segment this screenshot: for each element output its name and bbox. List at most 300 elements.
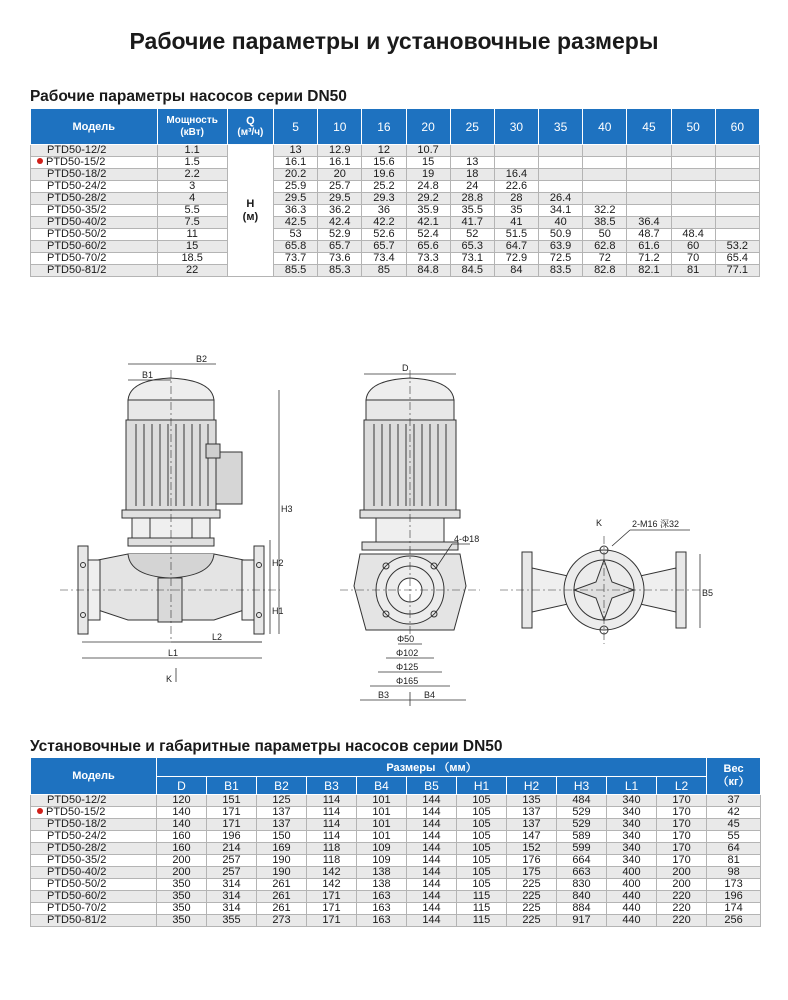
head-value-cell: 70: [671, 253, 715, 265]
dimension-value-cell: 101: [357, 831, 407, 843]
table-row: [31, 807, 761, 819]
dimension-value-cell: 163: [357, 891, 407, 903]
head-value-cell: 16.4: [494, 169, 538, 181]
model-cell: [31, 145, 158, 157]
header-dimension: B3: [307, 777, 357, 795]
dimension-value-cell: 115: [457, 891, 507, 903]
head-value-cell: 73.3: [406, 253, 450, 265]
model-name: PTD50-18/2: [47, 168, 107, 180]
dimension-value-cell: 151: [207, 795, 257, 807]
model-cell: [31, 843, 157, 855]
dimension-value-cell: 220: [657, 915, 707, 927]
dimension-value-cell: 340: [607, 855, 657, 867]
header-dimension: B2: [257, 777, 307, 795]
model-name: PTD50-40/2: [47, 866, 107, 878]
model-cell: [31, 181, 158, 193]
table-row: [31, 903, 761, 915]
dimension-value-cell: 137: [257, 819, 307, 831]
selected-marker: [37, 158, 43, 164]
head-value-cell: 22.6: [494, 181, 538, 193]
dimension-value-cell: 350: [157, 903, 207, 915]
table-row: [31, 169, 760, 181]
header-flow-value: 45: [627, 109, 671, 145]
dimension-value-cell: 114: [307, 807, 357, 819]
header-dimension: B5: [407, 777, 457, 795]
head-value-cell: [539, 145, 583, 157]
dimension-value-cell: 225: [507, 891, 557, 903]
head-value-cell: [627, 205, 671, 217]
head-value-cell: 73.6: [318, 253, 362, 265]
model-name: PTD50-50/2: [47, 878, 107, 890]
head-value-cell: 62.8: [583, 241, 627, 253]
head-value-cell: 84.8: [406, 265, 450, 277]
dimension-value-cell: 917: [557, 915, 607, 927]
dimension-value-cell: 45: [707, 819, 761, 831]
dimensions-table-body: [31, 795, 761, 927]
table-row: [31, 831, 761, 843]
dimension-value-cell: 440: [607, 915, 657, 927]
table-row: [31, 265, 760, 277]
dimension-value-cell: 171: [307, 915, 357, 927]
dimension-value-cell: 105: [457, 867, 507, 879]
dimension-value-cell: 884: [557, 903, 607, 915]
dimension-value-cell: 101: [357, 819, 407, 831]
dimension-value-cell: 220: [657, 903, 707, 915]
label-k-front: K: [166, 674, 173, 684]
head-value-cell: [715, 193, 759, 205]
table-row: [31, 855, 761, 867]
head-value-cell: 84: [494, 265, 538, 277]
head-value-cell: 34.1: [539, 205, 583, 217]
header-dimension: B4: [357, 777, 407, 795]
power-cell: 1.1: [157, 145, 227, 157]
head-value-cell: [583, 157, 627, 169]
model-cell: [31, 879, 157, 891]
head-value-cell: [671, 181, 715, 193]
dimension-value-cell: 144: [407, 795, 457, 807]
dimension-value-cell: 171: [207, 819, 257, 831]
power-cell: 4: [157, 193, 227, 205]
head-value-cell: 83.5: [539, 265, 583, 277]
head-value-cell: 53.2: [715, 241, 759, 253]
power-cell: 5.5: [157, 205, 227, 217]
dimension-value-cell: 105: [457, 807, 507, 819]
head-value-cell: 25.9: [273, 181, 317, 193]
model-cell: [31, 807, 157, 819]
dimension-value-cell: 105: [457, 843, 507, 855]
head-label-cell: [227, 145, 273, 277]
dimension-value-cell: 400: [607, 879, 657, 891]
model-cell: [31, 169, 158, 181]
head-value-cell: 48.7: [627, 229, 671, 241]
model-name: PTD50-18/2: [47, 818, 107, 830]
head-value-cell: [627, 157, 671, 169]
head-value-cell: 65.4: [715, 253, 759, 265]
head-value-cell: 53: [273, 229, 317, 241]
dimension-value-cell: 171: [307, 903, 357, 915]
label-h2: H2: [272, 558, 284, 568]
head-value-cell: 24.8: [406, 181, 450, 193]
head-value-cell: 42.2: [362, 217, 406, 229]
dimension-value-cell: 663: [557, 867, 607, 879]
dimension-value-cell: 171: [207, 807, 257, 819]
dimension-value-cell: 225: [507, 879, 557, 891]
dimension-value-cell: 340: [607, 831, 657, 843]
head-value-cell: 15: [406, 157, 450, 169]
dimension-value-cell: 64: [707, 843, 761, 855]
table-row: [31, 891, 761, 903]
head-value-cell: [583, 181, 627, 193]
dimension-value-cell: 144: [407, 891, 457, 903]
dimension-value-cell: 256: [707, 915, 761, 927]
model-cell: [31, 265, 158, 277]
head-value-cell: 29.5: [273, 193, 317, 205]
label-dia-102: Φ102: [396, 648, 419, 658]
dimension-value-cell: 144: [407, 819, 457, 831]
head-value-cell: 85.3: [318, 265, 362, 277]
model-name: PTD50-35/2: [47, 204, 107, 216]
dimension-value-cell: 440: [607, 891, 657, 903]
dimension-value-cell: 42: [707, 807, 761, 819]
dimension-value-cell: 142: [307, 879, 357, 891]
dimension-value-cell: 350: [157, 891, 207, 903]
dimension-value-cell: 173: [707, 879, 761, 891]
dimension-value-cell: 109: [357, 843, 407, 855]
dimension-value-cell: 101: [357, 807, 407, 819]
header-flow-value: 10: [318, 109, 362, 145]
head-value-cell: [715, 169, 759, 181]
head-value-cell: [671, 193, 715, 205]
dimension-value-cell: 138: [357, 867, 407, 879]
dimension-value-cell: 170: [657, 855, 707, 867]
header-power-unit: (кВт): [180, 126, 204, 138]
model-cell: [31, 157, 158, 169]
dimension-value-cell: 98: [707, 867, 761, 879]
head-value-cell: 82.8: [583, 265, 627, 277]
header-flow-value: 60: [715, 109, 759, 145]
front-view-drawing: [60, 364, 280, 682]
model-name: PTD50-60/2: [47, 240, 107, 252]
head-value-cell: 51.5: [494, 229, 538, 241]
dimension-value-cell: 118: [307, 855, 357, 867]
head-value-cell: 15.6: [362, 157, 406, 169]
dimension-value-cell: 314: [207, 903, 257, 915]
table-row: [31, 253, 760, 265]
dimension-value-cell: 115: [457, 903, 507, 915]
dimension-value-cell: 147: [507, 831, 557, 843]
model-name: PTD50-50/2: [47, 228, 107, 240]
head-value-cell: 12: [362, 145, 406, 157]
dimension-value-cell: 101: [357, 795, 407, 807]
dimension-value-cell: 529: [557, 819, 607, 831]
dimension-value-cell: 529: [557, 807, 607, 819]
dimension-value-cell: 225: [507, 903, 557, 915]
dimension-value-cell: 340: [607, 795, 657, 807]
dimension-value-cell: 196: [207, 831, 257, 843]
table-row: [31, 217, 760, 229]
dimension-value-cell: 200: [657, 867, 707, 879]
dimension-value-cell: 163: [357, 903, 407, 915]
head-value-cell: [627, 193, 671, 205]
head-value-cell: 72.9: [494, 253, 538, 265]
dimension-value-cell: 137: [507, 819, 557, 831]
dimension-value-cell: 840: [557, 891, 607, 903]
table-row: [31, 867, 761, 879]
head-unit: (м): [242, 210, 259, 223]
label-h1: H1: [272, 606, 284, 616]
head-value-cell: 60: [671, 241, 715, 253]
model-cell: [31, 903, 157, 915]
head-value-cell: 81: [671, 265, 715, 277]
dimension-value-cell: 140: [157, 807, 207, 819]
dimension-value-cell: 257: [207, 855, 257, 867]
dimension-value-cell: 174: [707, 903, 761, 915]
dimension-value-cell: 105: [457, 819, 507, 831]
model-name: PTD50-24/2: [47, 180, 107, 192]
head-value-cell: 13: [273, 145, 317, 157]
label-b2: B2: [196, 354, 208, 364]
dimension-value-cell: 170: [657, 819, 707, 831]
head-value-cell: 52.4: [406, 229, 450, 241]
head-value-cell: 65.8: [273, 241, 317, 253]
dimension-value-cell: 355: [207, 915, 257, 927]
head-value-cell: 71.2: [627, 253, 671, 265]
header-power: [157, 109, 227, 145]
dimension-value-cell: 144: [407, 867, 457, 879]
header-flow-value: 30: [494, 109, 538, 145]
dimension-value-cell: 118: [307, 843, 357, 855]
dimensions-table: [30, 757, 761, 927]
head-value-cell: [671, 205, 715, 217]
dimension-value-cell: 170: [657, 795, 707, 807]
power-cell: 11: [157, 229, 227, 241]
head-value-cell: 28: [494, 193, 538, 205]
head-value-cell: [715, 181, 759, 193]
dimension-value-cell: 440: [607, 903, 657, 915]
dimension-value-cell: 261: [257, 879, 307, 891]
head-label: H: [246, 197, 255, 210]
model-name: PTD50-60/2: [47, 890, 107, 902]
table-row: [31, 795, 761, 807]
head-value-cell: 20.2: [273, 169, 317, 181]
model-cell: [31, 253, 158, 265]
dimension-value-cell: 830: [557, 879, 607, 891]
head-value-cell: 73.4: [362, 253, 406, 265]
model-name: PTD50-15/2: [46, 806, 106, 818]
power-cell: 1.5: [157, 157, 227, 169]
header-dimension: H3: [557, 777, 607, 795]
dimension-value-cell: 257: [207, 867, 257, 879]
head-value-cell: [671, 217, 715, 229]
head-value-cell: 65.3: [450, 241, 494, 253]
dimension-value-cell: 144: [407, 903, 457, 915]
head-value-cell: 73.1: [450, 253, 494, 265]
model-name: PTD50-28/2: [47, 192, 107, 204]
dimension-value-cell: 169: [257, 843, 307, 855]
head-value-cell: 52.9: [318, 229, 362, 241]
power-cell: 3: [157, 181, 227, 193]
dimension-value-cell: 152: [507, 843, 557, 855]
dimension-value-cell: 599: [557, 843, 607, 855]
label-b4: B4: [424, 690, 436, 700]
dimension-value-cell: 105: [457, 831, 507, 843]
head-value-cell: 38.5: [583, 217, 627, 229]
head-value-cell: 48.4: [671, 229, 715, 241]
label-dia-165: Φ165: [396, 676, 419, 686]
dimension-value-cell: 55: [707, 831, 761, 843]
header-flow-value: 50: [671, 109, 715, 145]
dimension-value-cell: 114: [307, 819, 357, 831]
header-dimension: H1: [457, 777, 507, 795]
dimension-value-cell: 170: [657, 831, 707, 843]
head-value-cell: 35: [494, 205, 538, 217]
dimension-value-cell: 214: [207, 843, 257, 855]
model-cell: [31, 915, 157, 927]
head-value-cell: 42.5: [273, 217, 317, 229]
dimension-value-cell: 190: [257, 867, 307, 879]
dimension-value-cell: 115: [457, 915, 507, 927]
table-row: [31, 229, 760, 241]
head-value-cell: [494, 145, 538, 157]
model-name: PTD50-12/2: [47, 144, 107, 156]
dimension-value-cell: 175: [507, 867, 557, 879]
table-row: [31, 157, 760, 169]
head-value-cell: 73.7: [273, 253, 317, 265]
head-value-cell: [583, 145, 627, 157]
performance-table: [30, 108, 760, 277]
head-value-cell: 25.7: [318, 181, 362, 193]
head-value-cell: [715, 157, 759, 169]
head-value-cell: 25.2: [362, 181, 406, 193]
model-cell: [31, 831, 157, 843]
head-value-cell: 50.9: [539, 229, 583, 241]
head-value-cell: [671, 157, 715, 169]
head-value-cell: 36: [362, 205, 406, 217]
dimension-value-cell: 135: [507, 795, 557, 807]
head-value-cell: 28.8: [450, 193, 494, 205]
selected-marker: [37, 808, 43, 814]
head-value-cell: 29.2: [406, 193, 450, 205]
model-cell: [31, 193, 158, 205]
model-name: PTD50-28/2: [47, 842, 107, 854]
model-name: PTD50-35/2: [47, 854, 107, 866]
dimension-value-cell: 170: [657, 807, 707, 819]
head-value-cell: 85: [362, 265, 406, 277]
head-value-cell: 41.7: [450, 217, 494, 229]
table-row: [31, 145, 760, 157]
label-l1: L1: [168, 648, 179, 658]
top-view-drawing: [500, 530, 706, 644]
dimension-value-cell: 144: [407, 855, 457, 867]
head-value-cell: 52: [450, 229, 494, 241]
head-value-cell: 50: [583, 229, 627, 241]
model-cell: [31, 241, 158, 253]
dimension-value-cell: 114: [307, 831, 357, 843]
head-value-cell: [671, 145, 715, 157]
dimension-value-cell: 176: [507, 855, 557, 867]
head-value-cell: [494, 157, 538, 169]
header-dimension: L1: [607, 777, 657, 795]
header-flow-name: Q: [246, 114, 255, 127]
model-cell: [31, 229, 158, 241]
header-dimension: D: [157, 777, 207, 795]
dimension-value-cell: 220: [657, 891, 707, 903]
dimension-value-cell: 196: [707, 891, 761, 903]
dimension-value-cell: 340: [607, 819, 657, 831]
head-value-cell: 13: [450, 157, 494, 169]
head-value-cell: 16.1: [273, 157, 317, 169]
page-title: Рабочие параметры и установочные размеры: [129, 28, 659, 54]
head-value-cell: 84.5: [450, 265, 494, 277]
dimension-value-cell: 261: [257, 903, 307, 915]
head-value-cell: 32.2: [583, 205, 627, 217]
label-b1: B1: [142, 370, 154, 380]
head-value-cell: [671, 169, 715, 181]
head-value-cell: 35.5: [450, 205, 494, 217]
table-row: [31, 879, 761, 891]
dimension-value-cell: 350: [157, 879, 207, 891]
header-dimension: B1: [207, 777, 257, 795]
label-d: D: [402, 363, 409, 373]
model-name: PTD50-40/2: [47, 216, 107, 228]
head-value-cell: 77.1: [715, 265, 759, 277]
model-name: PTD50-12/2: [47, 794, 107, 806]
dimension-value-cell: 200: [157, 855, 207, 867]
header-flow-unit: (м³/ч): [237, 126, 264, 138]
header-flow-value: 5: [273, 109, 317, 145]
model-cell: [31, 891, 157, 903]
header-sizes: Размеры （мм）: [157, 758, 707, 777]
label-bolt-holes: 4-Φ18: [454, 534, 480, 544]
dimension-value-cell: 144: [407, 843, 457, 855]
label-dia-50: Φ50: [397, 634, 415, 644]
dimension-value-cell: 200: [657, 879, 707, 891]
dimension-value-cell: 140: [157, 819, 207, 831]
table-row: [31, 819, 761, 831]
dimension-value-cell: 340: [607, 843, 657, 855]
head-value-cell: [583, 169, 627, 181]
header-weight-name: Вес: [723, 763, 744, 775]
dimension-value-cell: 589: [557, 831, 607, 843]
performance-section-title: Рабочие параметры насосов серии DN50: [30, 88, 347, 105]
dimension-value-cell: 170: [657, 843, 707, 855]
dimension-value-cell: 190: [257, 855, 307, 867]
dimension-value-cell: 138: [357, 879, 407, 891]
head-value-cell: 35.9: [406, 205, 450, 217]
dimension-value-cell: 144: [407, 879, 457, 891]
table-row: [31, 205, 760, 217]
dimension-value-cell: 144: [407, 831, 457, 843]
head-value-cell: 26.4: [539, 193, 583, 205]
dimension-value-cell: 105: [457, 855, 507, 867]
head-value-cell: [583, 193, 627, 205]
dimension-value-cell: 200: [157, 867, 207, 879]
dimensions-section-title: Установочные и габаритные параметры насосов серии DN50: [30, 738, 503, 755]
header-flow-value: 16: [362, 109, 406, 145]
head-value-cell: 61.6: [627, 241, 671, 253]
header-weight-unit: （кг）: [717, 776, 750, 788]
table-row: [31, 181, 760, 193]
label-dia-125: Φ125: [396, 662, 419, 672]
dimension-value-cell: 314: [207, 891, 257, 903]
head-value-cell: 85.5: [273, 265, 317, 277]
dimension-value-cell: 225: [507, 915, 557, 927]
label-h3: H3: [281, 504, 293, 514]
dimension-value-cell: 171: [307, 891, 357, 903]
dimension-value-cell: 160: [157, 831, 207, 843]
dimension-drawings: [0, 340, 788, 712]
dimension-value-cell: 664: [557, 855, 607, 867]
